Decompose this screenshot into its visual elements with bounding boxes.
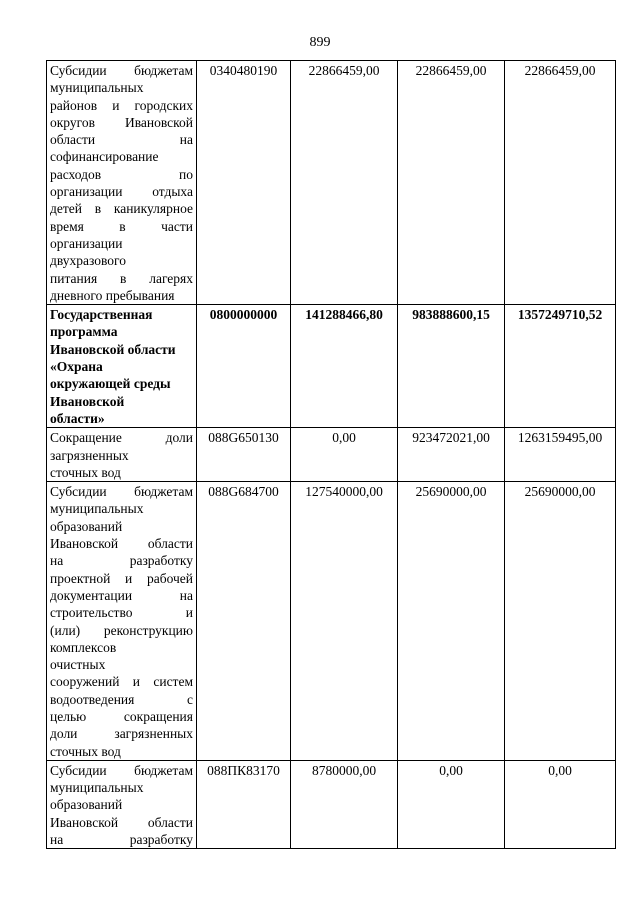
row-name-line: Ивановской области	[50, 341, 176, 357]
row-name-line: доли загрязненных	[50, 726, 193, 742]
row-name-line: образований	[50, 518, 123, 534]
row-name-line: Ивановской области	[50, 814, 193, 830]
page-number: 899	[309, 35, 331, 50]
row-value-1-cell: 141288466,80	[291, 305, 398, 428]
row-name-line: загрязненных	[50, 447, 129, 463]
row-value-3-cell: 22866459,00	[505, 61, 616, 305]
row-name-line: расходов по	[50, 166, 193, 182]
row-code-cell: 088G650130	[197, 428, 291, 482]
row-value-3-cell: 1263159495,00	[505, 428, 616, 482]
row-name-line: Субсидии бюджетам	[50, 762, 193, 778]
row-value-3-cell: 25690000,00	[505, 482, 616, 761]
row-name-line: муниципальных	[50, 501, 144, 517]
row-name-line: области на	[50, 132, 193, 148]
row-name-cell	[47, 305, 197, 428]
table-row	[47, 482, 616, 761]
table-row	[47, 61, 616, 305]
row-name-line: Ивановской области	[50, 536, 193, 552]
row-value-1-cell: 22866459,00	[291, 61, 398, 305]
row-name-line: документации на	[50, 587, 193, 603]
row-name-line: целью сокращения	[50, 708, 193, 724]
row-name-cell	[47, 428, 197, 482]
row-name-line: сооружений и систем	[50, 674, 193, 690]
row-name-line: области»	[50, 410, 105, 426]
row-name-line: проектной и рабочей	[50, 570, 193, 586]
row-name-line: образований	[50, 797, 123, 813]
row-value-2-cell: 923472021,00	[398, 428, 505, 482]
row-value-2-cell: 22866459,00	[398, 61, 505, 305]
row-value-3-cell: 0,00	[505, 760, 616, 848]
row-name-line: «Охрана	[50, 359, 103, 375]
row-name-line: муниципальных	[50, 80, 144, 96]
row-name-line: окружающей среды	[50, 376, 171, 392]
row-name-line: Субсидии бюджетам	[50, 484, 193, 500]
row-value-1-cell: 127540000,00	[291, 482, 398, 761]
row-name-line: Ивановской	[50, 393, 125, 409]
row-name-cell	[47, 482, 197, 761]
row-name-line: детей в каникулярное	[50, 201, 193, 217]
row-code-cell: 0340480190	[197, 61, 291, 305]
row-value-2-cell: 0,00	[398, 760, 505, 848]
row-name-cell	[47, 760, 197, 848]
row-name-line: Государственная	[50, 307, 153, 323]
row-name-line: (или) реконструкцию	[50, 622, 193, 638]
row-name-line: двухразового	[50, 253, 127, 269]
table-row	[47, 428, 616, 482]
row-name-line: водоотведения с	[50, 691, 193, 707]
row-value-2-cell: 25690000,00	[398, 482, 505, 761]
row-name-line: организации	[50, 235, 123, 251]
row-name-line: организации отдыха	[50, 184, 193, 200]
row-name-line: сточных вод	[50, 743, 121, 759]
table-row	[47, 760, 616, 848]
row-code-cell: 0800000000	[197, 305, 291, 428]
row-value-1-cell: 0,00	[291, 428, 398, 482]
row-value-2-cell: 983888600,15	[398, 305, 505, 428]
row-name-line: софинансирование	[50, 149, 159, 165]
row-name-line: Субсидии бюджетам	[50, 63, 193, 78]
row-name-line: муниципальных	[50, 780, 144, 796]
row-name-line: районов и городских	[50, 97, 193, 113]
row-value-1-cell: 8780000,00	[291, 760, 398, 848]
row-name-line: время в части	[50, 218, 193, 234]
row-name-line: на разработку	[50, 832, 193, 848]
row-name-line: Сокращение доли	[50, 430, 193, 446]
row-name-line: сточных вод	[50, 464, 121, 480]
row-value-3-cell: 1357249710,52	[505, 305, 616, 428]
row-name-line: строительство и	[50, 605, 193, 621]
row-name-line: программа	[50, 324, 118, 340]
row-name-line: на разработку	[50, 553, 193, 569]
budget-table	[46, 60, 616, 849]
row-code-cell: 088G684700	[197, 482, 291, 761]
row-name-cell	[47, 61, 197, 305]
row-name-line: очистных	[50, 657, 106, 673]
row-name-line: округов Ивановской	[50, 114, 193, 130]
row-name-line: комплексов	[50, 639, 117, 655]
row-code-cell: 088ПК83170	[197, 760, 291, 848]
table-row	[47, 305, 616, 428]
row-name-line: питания в лагерях	[50, 270, 193, 286]
row-name-line: дневного пребывания	[50, 287, 175, 303]
